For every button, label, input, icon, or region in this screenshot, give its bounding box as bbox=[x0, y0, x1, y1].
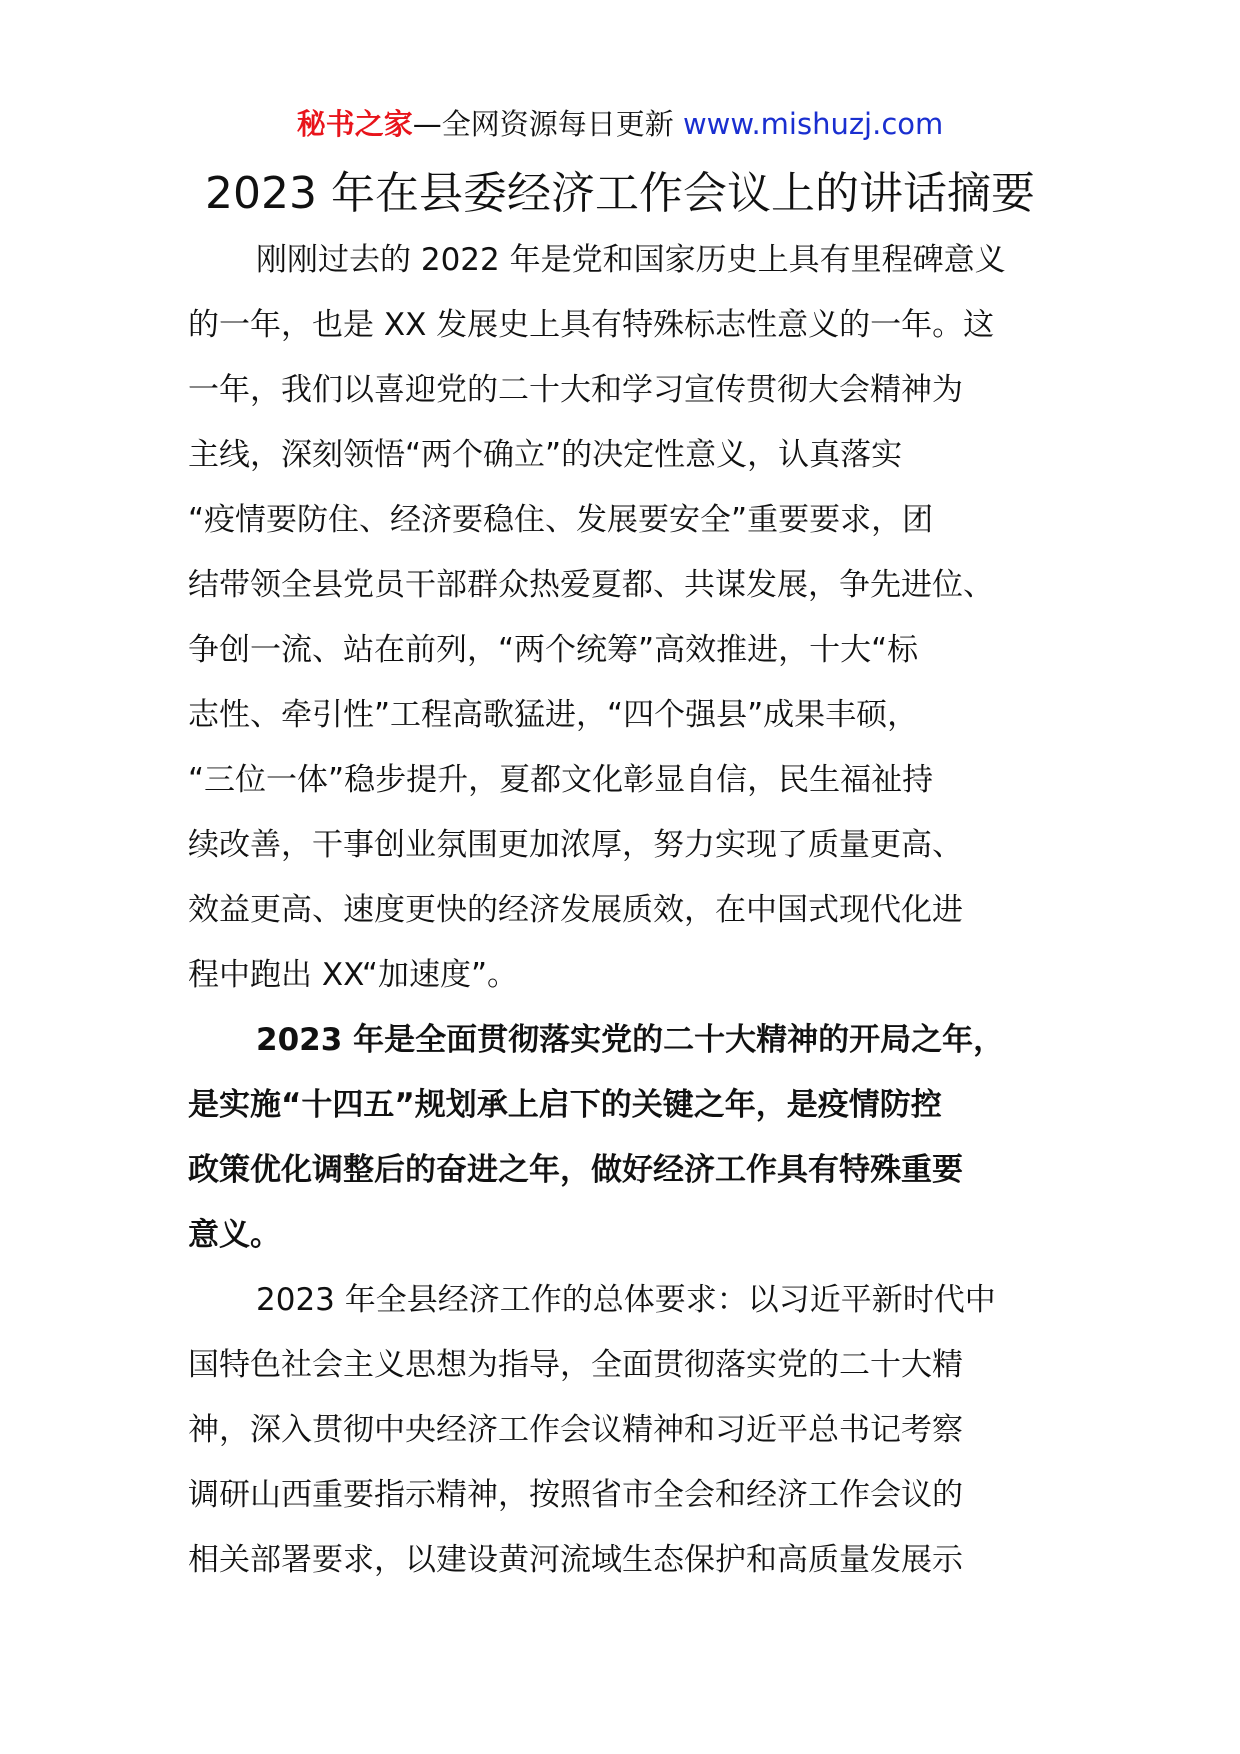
brand-name: 秘书之家 bbox=[296, 107, 413, 141]
paragraph-line: 效益更高、速度更快的经济发展质效，在中国式现代化进 bbox=[188, 892, 963, 928]
paragraph-review-2022 bbox=[188, 228, 1052, 1008]
paragraph-line: 相关部署要求，以建设黄河流域生态保护和高质量发展示 bbox=[188, 1542, 963, 1578]
paragraph-line: 意义。 bbox=[188, 1217, 281, 1253]
paragraph-line: 续改善，干事创业氛围更加浓厚，努力实现了质量更高、 bbox=[188, 827, 963, 863]
paragraph-line: 2023 年全县经济工作的总体要求：以习近平新时代中 bbox=[256, 1282, 996, 1318]
paragraph-line: 的一年，也是 XX 发展史上具有特殊标志性意义的一年。这 bbox=[188, 307, 995, 343]
paragraph-line: 调研山西重要指示精神，按照省市全会和经济工作会议的 bbox=[188, 1477, 963, 1513]
paragraph-line: 志性、牵引性”工程高歌猛进，“四个强县”成果丰硕， bbox=[188, 697, 919, 733]
paragraph-line: 程中跑出 XX“加速度”。 bbox=[188, 957, 519, 993]
paragraph-line: 2023 年是全面贯彻落实党的二十大精神的开局之年， bbox=[256, 1022, 1005, 1058]
paragraph-line: 一年，我们以喜迎党的二十大和学习宣传贯彻大会精神为 bbox=[188, 372, 963, 408]
document-title: 2023 年在县委经济工作会议上的讲话摘要 bbox=[205, 168, 1035, 219]
paragraph-line: 政策优化调整后的奋进之年，做好经济工作具有特殊重要 bbox=[188, 1152, 963, 1188]
document-body bbox=[188, 228, 1052, 1593]
paragraph-line: “三位一体”稳步提升，夏都文化彰显自信，民生福祉持 bbox=[188, 762, 934, 798]
header-tagline: —全网资源每日更新 bbox=[412, 107, 683, 141]
site-url-link[interactable]: www.mishuzj.com bbox=[682, 107, 944, 141]
paragraph-line: 争创一流、站在前列，“两个统筹”高效推进，十大“标 bbox=[188, 632, 919, 668]
paragraph-line: “疫情要防住、经济要稳住、发展要安全”重要要求，团 bbox=[188, 502, 934, 538]
paragraph-significance-2023 bbox=[188, 1008, 1052, 1268]
paragraph-line: 结带领全县党员干部群众热爱夏都、共谋发展，争先进位、 bbox=[188, 567, 994, 603]
paragraph-line: 主线，深刻领悟“两个确立”的决定性意义，认真落实 bbox=[188, 437, 903, 473]
paragraph-line: 神，深入贯彻中央经济工作会议精神和习近平总书记考察 bbox=[188, 1412, 963, 1448]
paragraph-line: 是实施“十四五”规划承上启下的关键之年，是疫情防控 bbox=[188, 1087, 942, 1123]
site-header bbox=[0, 104, 1240, 144]
paragraph-line: 刚刚过去的 2022 年是党和国家历史上具有里程碑意义 bbox=[256, 242, 1006, 278]
paragraph-line: 国特色社会主义思想为指导，全面贯彻落实党的二十大精 bbox=[188, 1347, 963, 1383]
paragraph-overall-requirements bbox=[188, 1268, 1052, 1593]
